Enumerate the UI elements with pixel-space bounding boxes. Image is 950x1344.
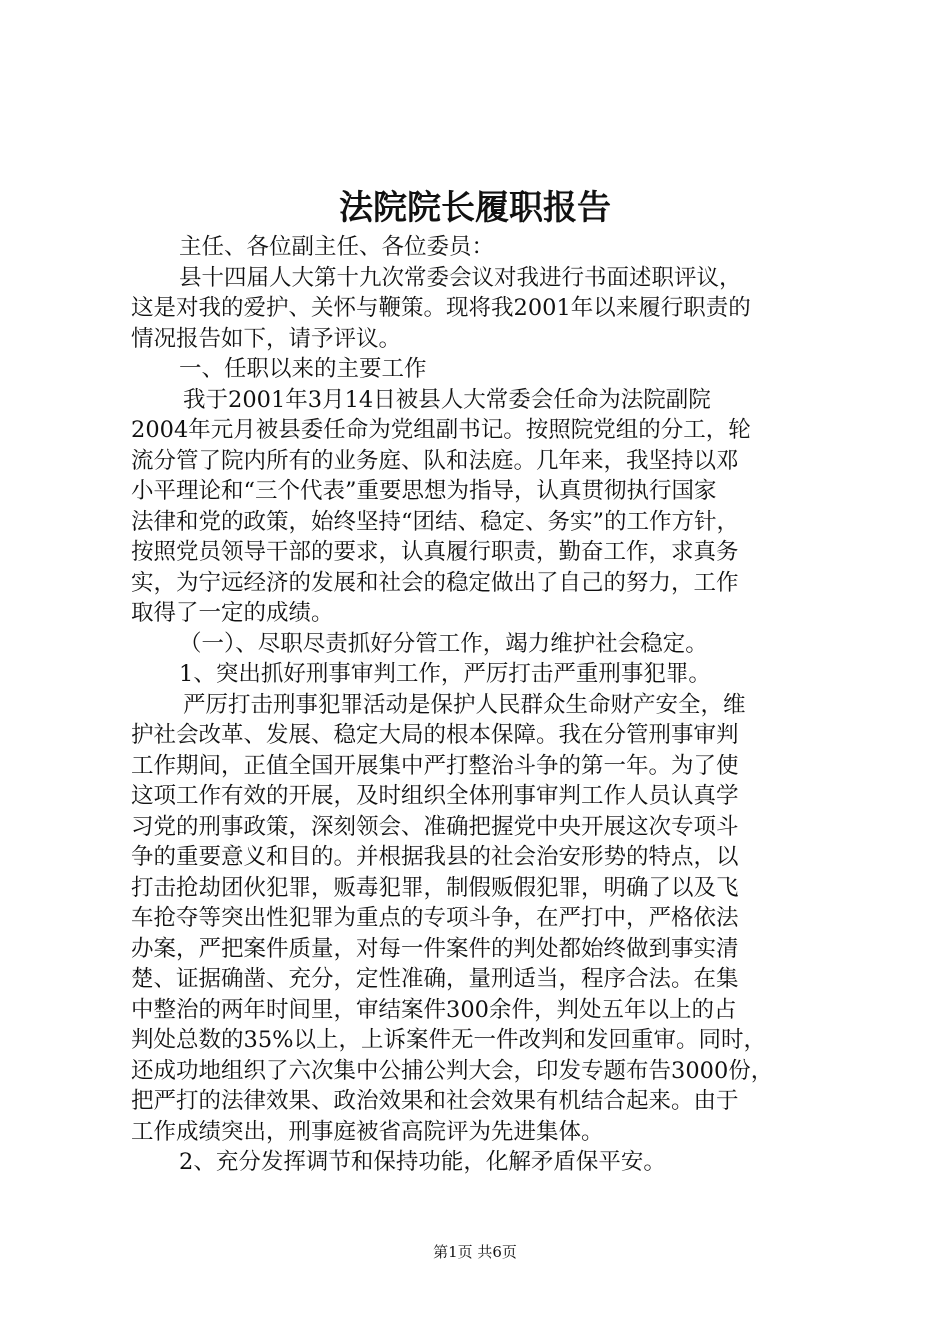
text-line: 办案，严把案件质量，对每一件案件的判处都始终做到事实清 bbox=[131, 935, 739, 962]
text-line: 严厉打击刑事犯罪活动是保护人民群众生命财产安全，维 bbox=[183, 691, 746, 718]
text-line: 流分管了院内所有的业务庭、队和法庭。几年来，我坚持以邓 bbox=[131, 447, 739, 474]
text-line: 工作成绩突出，刑事庭被省高院评为先进集体。 bbox=[131, 1118, 604, 1145]
paragraph-appointment bbox=[131, 385, 836, 629]
text-line: 还成功地组织了六次集中公捕公判大会，印发专题布告3000份， bbox=[131, 1057, 774, 1084]
text-line: 护社会改革、发展、稳定大局的根本保障。我在分管刑事审判 bbox=[131, 722, 739, 748]
text-line: （一）、尽职尽责抓好分管工作，竭力维护社会稳定。 bbox=[179, 630, 708, 657]
text-line: 主任、各位副主任、各位委员： bbox=[179, 234, 495, 260]
text-line: 打击抢劫团伙犯罪，贩毒犯罪，制假贩假犯罪，明确了以及飞 bbox=[131, 874, 739, 901]
intro-paragraph bbox=[131, 263, 836, 355]
document-title: 法院院长履职报告 bbox=[339, 188, 611, 228]
text-line: 我于2001年3月14日被县人大常委会任命为法院副院 bbox=[183, 386, 711, 413]
text-line: 习党的刑事政策，深刻领会、准确把握党中央开展这次专项斗 bbox=[131, 813, 739, 840]
text-line: 中整治的两年时间里，审结案件300余件，判处五年以上的占 bbox=[131, 996, 737, 1023]
text-line: 判处总数的35%以上，上诉案件无一件改判和发回重审。同时， bbox=[131, 1027, 767, 1053]
document-body bbox=[131, 232, 836, 1178]
page-number: 第1页 共6页 bbox=[433, 1243, 517, 1261]
text-line: 县十四届人大第十九次常委会议对我进行书面述职评议， bbox=[179, 264, 742, 291]
text-line: 工作期间，正值全国开展集中严打整治斗争的第一年。为了使 bbox=[131, 752, 739, 779]
paragraph-criminal-trials bbox=[131, 690, 836, 1148]
text-line: 小平理论和“三个代表”重要思想为指导，认真贯彻执行国家 bbox=[131, 478, 717, 504]
text-line: 法律和党的政策，始终坚持“团结、稳定、务实”的工作方针， bbox=[131, 508, 740, 535]
item-heading bbox=[131, 1147, 836, 1178]
page-footer bbox=[0, 1242, 950, 1262]
subheading bbox=[131, 629, 836, 660]
salutation bbox=[131, 232, 836, 263]
text-line: 一、任职以来的主要工作 bbox=[179, 356, 427, 382]
text-line: 车抢夺等突出性犯罪为重点的专项斗争，在严打中，严格依法 bbox=[131, 905, 739, 931]
text-line: 1、突出抓好刑事审判工作，严厉打击严重刑事犯罪。 bbox=[179, 661, 711, 687]
text-line: 把严打的法律效果、政治效果和社会效果有机结合起来。由于 bbox=[131, 1088, 739, 1114]
text-line: 争的重要意义和目的。并根据我县的社会治安形势的特点，以 bbox=[131, 844, 739, 870]
text-line: 2、充分发挥调节和保持功能，化解矛盾保平安。 bbox=[179, 1149, 666, 1175]
text-line: 这项工作有效的开展，及时组织全体刑事审判工作人员认真学 bbox=[131, 783, 739, 809]
text-line: 取得了一定的成绩。 bbox=[131, 600, 334, 626]
text-line: 2004年元月被县委任命为党组副书记。按照院党组的分工，轮 bbox=[131, 417, 751, 443]
text-line: 情况报告如下，请予评议。 bbox=[131, 325, 402, 352]
section-heading bbox=[131, 354, 836, 385]
text-line: 楚、证据确凿、充分，定性准确，量刑适当，程序合法。在集 bbox=[131, 966, 739, 992]
text-line: 实，为宁远经济的发展和社会的稳定做出了自己的努力，工作 bbox=[131, 569, 739, 596]
text-line: 这是对我的爱护、关怀与鞭策。现将我2001年以来履行职责的 bbox=[131, 295, 751, 321]
item-heading bbox=[131, 659, 836, 690]
text-line: 按照党员领导干部的要求，认真履行职责，勤奋工作，求真务 bbox=[131, 539, 739, 565]
